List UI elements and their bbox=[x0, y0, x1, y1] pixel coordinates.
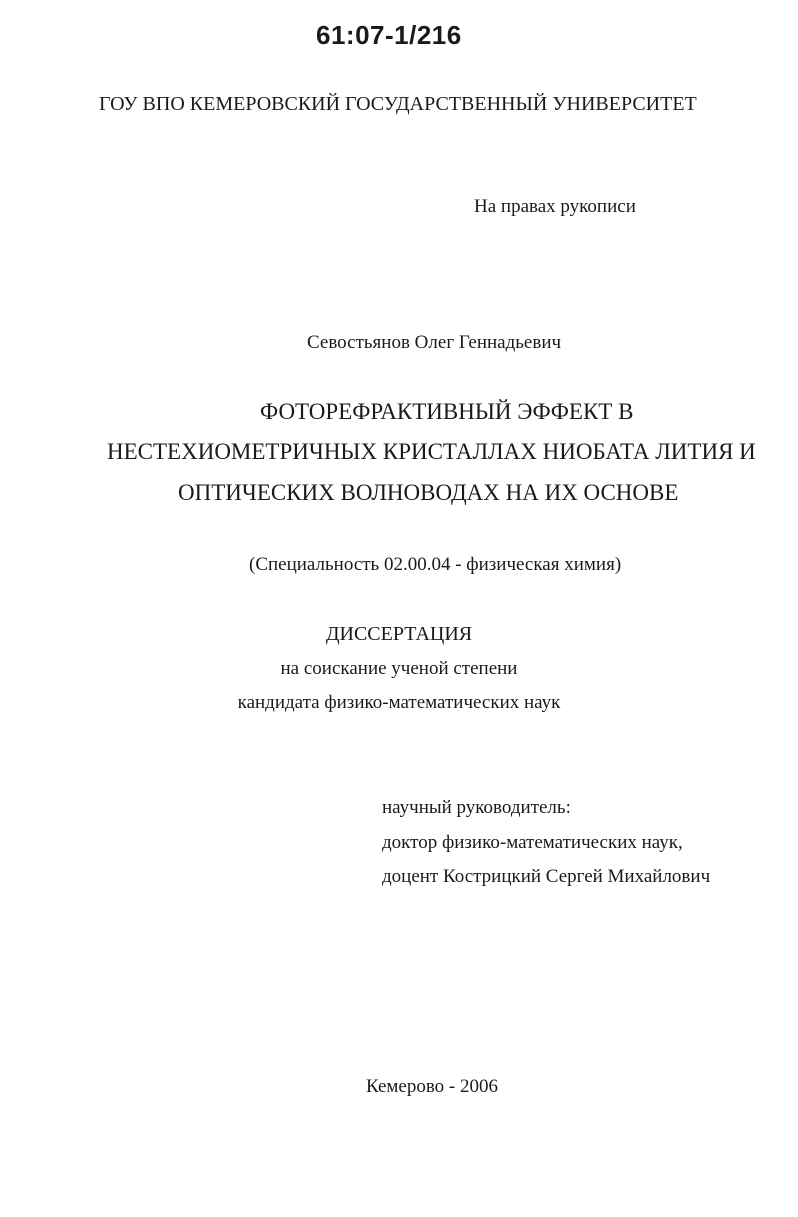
supervisor-label: научный руководитель: bbox=[382, 797, 571, 818]
supervisor-degree: доктор физико-математических наук, bbox=[382, 832, 683, 853]
dissertation-degree-line-2: кандидата физико-математических наук bbox=[237, 692, 561, 713]
manuscript-note: На правах рукописи bbox=[474, 196, 636, 217]
institution-name: ГОУ ВПО КЕМЕРОВСКИЙ ГОСУДАРСТВЕННЫЙ УНИВЕРСИТЕТ bbox=[99, 93, 697, 115]
title-line-2: НЕСТЕХИОМЕТРИЧНЫХ КРИСТАЛЛАХ НИОБАТА ЛИТИЯ И bbox=[107, 439, 756, 464]
supervisor-name: доцент Кострицкий Сергей Михайлович bbox=[382, 866, 711, 887]
title-line-1: ФОТОРЕФРАКТИВНЫЙ ЭФФЕКТ В bbox=[260, 399, 634, 424]
author-name: Севостьянов Олег Геннадьевич bbox=[307, 332, 562, 353]
dissertation-heading: ДИССЕРТАЦИЯ bbox=[325, 623, 473, 645]
specialty: (Специальность 02.00.04 - физическая химия) bbox=[249, 554, 622, 575]
archive-code: 61:07-1/216 bbox=[316, 20, 462, 50]
place-year: Кемерово - 2006 bbox=[366, 1076, 499, 1097]
dissertation-degree-line-1: на соискание ученой степени bbox=[280, 658, 518, 679]
title-line-3: ОПТИЧЕСКИХ ВОЛНОВОДАХ НА ИХ ОСНОВЕ bbox=[178, 480, 679, 505]
